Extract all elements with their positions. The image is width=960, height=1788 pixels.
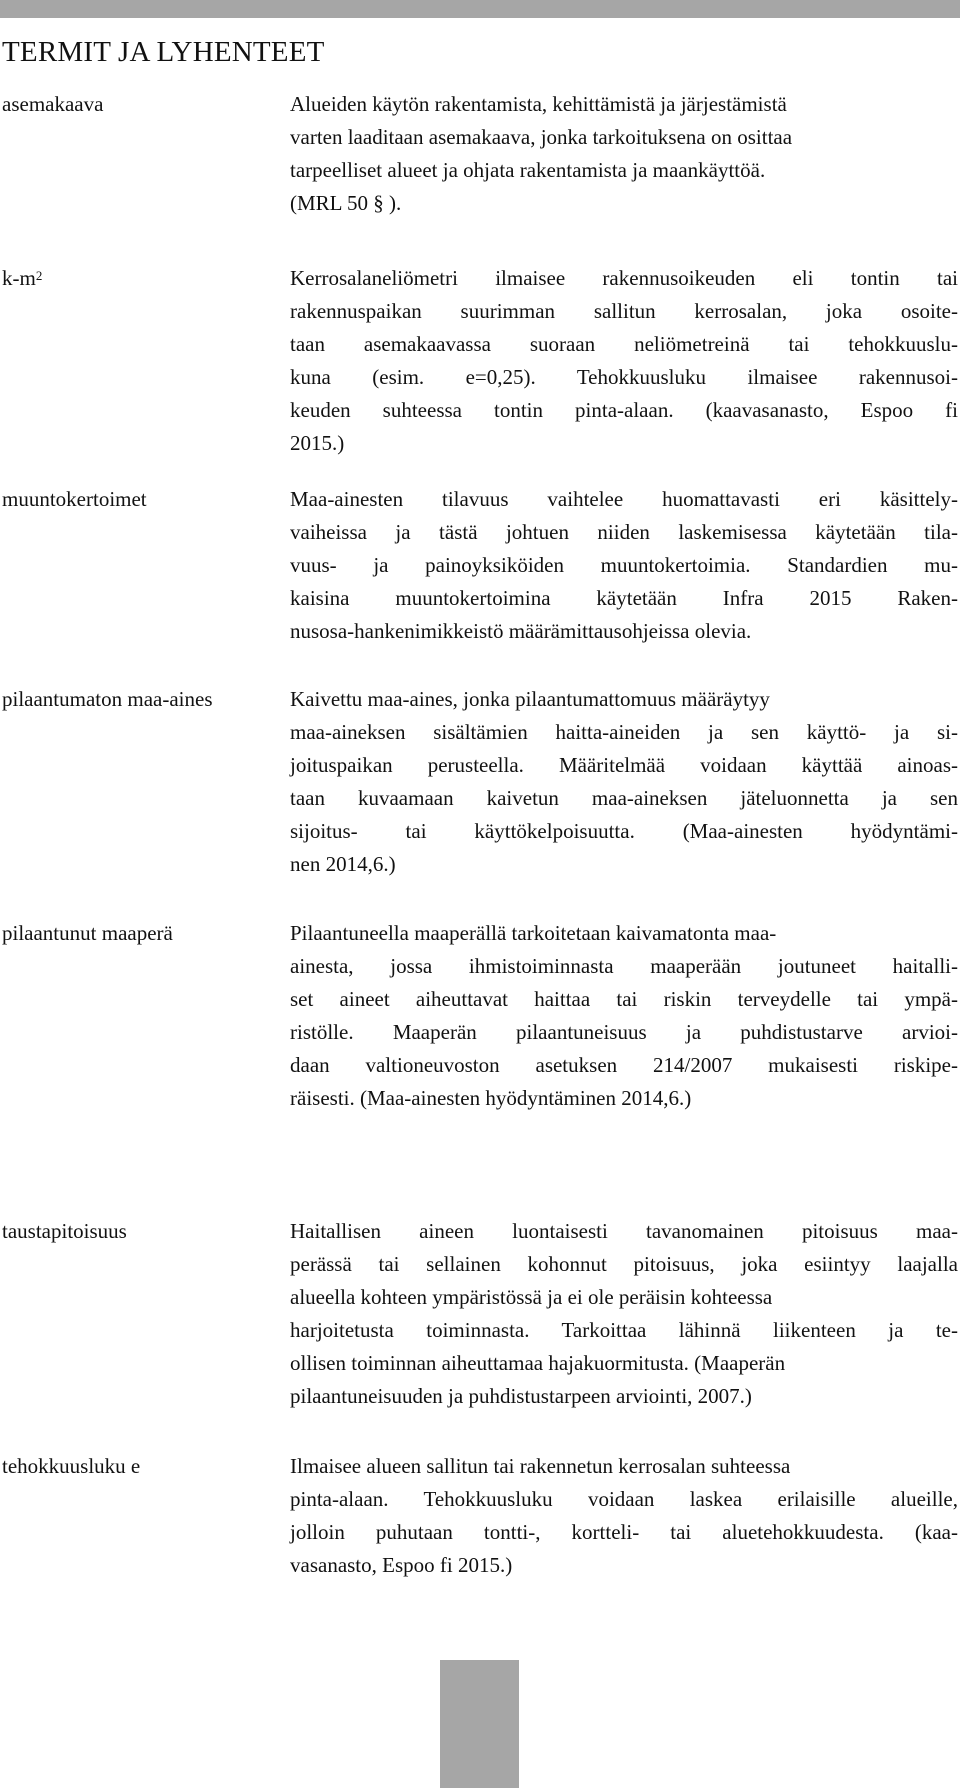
definition-line: vaiheissa ja tästä johtuen niiden laskemisessa käytetään tila-	[290, 520, 958, 544]
definition-line: räisesti. (Maa-ainesten hyödyntäminen 2014,6.)	[290, 1086, 692, 1110]
definition-line: harjoitetusta toiminnasta. Tarkoittaa lähinnä liikenteen ja te-	[290, 1318, 958, 1342]
term-definition	[290, 917, 958, 1115]
term-label-text: k-m	[2, 266, 36, 290]
definition-line: vasanasto, Espoo fi 2015.)	[290, 1553, 513, 1577]
definition-line: pinta-alaan. Tehokkuusluku voidaan laskea erilaisille alueille,	[290, 1487, 958, 1511]
definition-line: Ilmaisee alueen sallitun tai rakennetun kerrosalan suhteessa	[290, 1454, 791, 1478]
definition-line: Haitallisen aineen luontaisesti tavanomainen pitoisuus maa-	[290, 1219, 958, 1243]
definition-line: ollisen toiminnan aiheuttamaa hajakuormitusta. (Maaperän	[290, 1351, 786, 1375]
definition-line: Kaivettu maa-aines, jonka pilaantumattomuus määräytyy	[290, 687, 770, 711]
term-definition	[290, 88, 958, 220]
term-definition	[290, 683, 958, 881]
definition-line: keuden suhteessa tontin pinta-alaan. (kaavasanasto, Espoo fi	[290, 398, 958, 422]
definition-line: kuna (esim. e=0,25). Tehokkuusluku ilmaisee rakennusoi-	[290, 365, 958, 389]
definition-line: set aineet aiheuttavat haittaa tai riskin terveydelle tai ympä-	[290, 987, 958, 1011]
definition-line: daan valtioneuvoston asetuksen 214/2007 mukaisesti riskipe-	[290, 1053, 958, 1077]
definition-line: perässä tai sellainen kohonnut pitoisuus, joka esiintyy laajalla	[290, 1252, 958, 1276]
term-label: asemakaava	[2, 92, 104, 116]
term-superscript: 2	[35, 268, 43, 283]
definition-line: sijoitus- tai käyttökelpoisuutta. (Maa-ainesten hyödyntämi-	[290, 819, 958, 843]
term-label: muuntokertoimet	[2, 487, 147, 511]
definition-line: Kerrosalaneliömetri ilmaisee rakennusoikeuden eli tontin tai	[290, 266, 958, 290]
definition-line: joituspaikan perusteella. Määritelmää voidaan käyttää ainoas-	[290, 753, 958, 777]
definition-line: jolloin puhutaan tontti-, kortteli- tai aluetehokkuudesta. (kaa-	[290, 1520, 958, 1544]
definition-line: taan kuvaamaan kaivetun maa-aineksen jäteluonnetta ja sen	[290, 786, 958, 810]
definition-line: (MRL 50 § ).	[290, 191, 402, 215]
definition-line: maa-aineksen sisältämien haitta-aineiden ja sen käyttö- ja si-	[290, 720, 958, 744]
term-label: pilaantumaton maa-aines	[2, 687, 213, 711]
definition-line: nusosa-hankenimikkeistö määrämittausohjeissa olevia.	[290, 619, 752, 643]
definition-line: varten laaditaan asemakaava, jonka tarkoituksena on osittaa	[290, 125, 793, 149]
header-bar	[0, 0, 960, 18]
definition-line: nen 2014,6.)	[290, 852, 396, 876]
definition-line: kaisina muuntokertoimina käytetään Infra 2015 Raken-	[290, 586, 958, 610]
definition-line: vuus- ja painoyksiköiden muuntokertoimia. Standardien mu-	[290, 553, 958, 577]
definition-line: Maa-ainesten tilavuus vaihtelee huomattavasti eri käsittely-	[290, 487, 958, 511]
definition-line: alueella kohteen ympäristössä ja ei ole peräisin kohteessa	[290, 1285, 773, 1309]
definition-line: tarpeelliset alueet ja ohjata rakentamista ja maankäyttöä.	[290, 158, 766, 182]
definition-line: taan asemakaavassa suoraan neliömetreinä tai tehokkuuslu-	[290, 332, 958, 356]
definition-line: Alueiden käytön rakentamista, kehittämistä ja järjestämistä	[290, 92, 787, 116]
term-definition	[290, 1450, 958, 1582]
term-label: pilaantunut maaperä	[2, 921, 173, 945]
term-label: tehokkuusluku e	[2, 1454, 141, 1478]
term-definition	[290, 1215, 958, 1413]
definition-line: rakennuspaikan suurimman sallitun kerrosalan, joka osoite-	[290, 299, 958, 323]
definition-line: 2015.)	[290, 431, 345, 455]
definition-line: Pilaantuneella maaperällä tarkoitetaan kaivamatonta maa-	[290, 921, 777, 945]
term-label: taustapitoisuus	[2, 1219, 127, 1243]
definition-line: pilaantuneisuuden ja puhdistustarpeen arviointi, 2007.)	[290, 1384, 752, 1408]
definition-line: ainesta, jossa ihmistoiminnasta maaperään joutuneet haitalli-	[290, 954, 958, 978]
definition-line: ristölle. Maaperän pilaantuneisuus ja puhdistustarve arvioi-	[290, 1020, 958, 1044]
page-title: TERMIT JA LYHENTEET	[2, 36, 325, 68]
term-definition	[290, 262, 958, 460]
page-footer-block	[440, 1660, 519, 1788]
term-definition	[290, 483, 958, 648]
term-label	[2, 262, 42, 295]
